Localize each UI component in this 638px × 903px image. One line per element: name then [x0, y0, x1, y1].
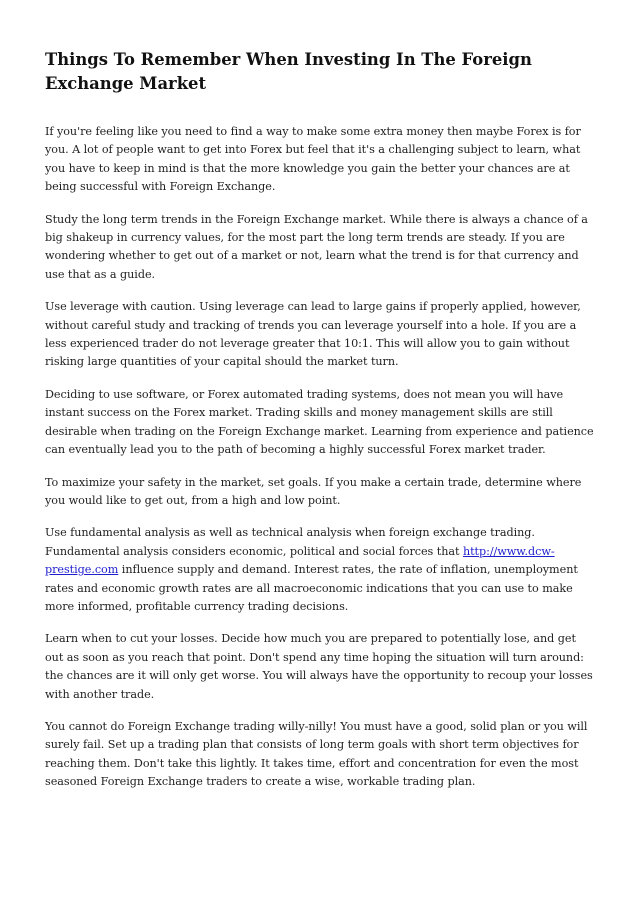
paragraph-cut-losses: Learn when to cut your losses. Decide how much you are prepared to potentially lose, and get out as soon as you reach that point. Don't spend any time hoping the situation will turn around: the chances are it will only get worse. You will always have the opportunity to recoup your losses with another trade. — [45, 632, 593, 701]
paragraph-intro: If you're feeling like you need to find a way to make some extra money then maybe Forex is for you. A lot of people want to get into Forex but feel that it's a challenging subject to learn, what you have to keep in mind is that the more knowledge you gain the better your chances are at being successful with Foreign Exchange. — [45, 125, 581, 194]
paragraph-fundamental-analysis — [45, 524, 597, 616]
paragraph-text-after-link: influence supply and demand. Interest rates, the rate of inflation, unemployment rates and economic growth rates are all macroeconomic indications that you can use to make more informed, profitable currency trading decisions. — [45, 563, 578, 613]
paragraph-leverage: Use leverage with caution. Using leverage can lead to large gains if properly applied, however, without careful study and tracking of trends you can leverage yourself into a hole. If you are a less experienced trader do not leverage greater that 10:1. This will allow you to gain without risking large quantities of your capital should the market turn. — [45, 300, 581, 369]
paragraph-goals: To maximize your safety in the market, set goals. If you make a certain trade, determine where you would like to get out, from a high and low point. — [45, 475, 582, 507]
paragraph-text-before-link: Use fundamental analysis as well as technical analysis when foreign exchange trading. Fundamental analysis considers economic, political and social forces that — [45, 526, 535, 558]
external-link[interactable]: http://www.dcw-prestige.com — [45, 544, 555, 577]
paragraph-software: Deciding to use software, or Forex automated trading systems, does not mean you will have instant success on the Forex market. Trading skills and money management skills are still desirable when trading on the Foreign Exchange market. Learning from experience and patience can eventually lead you to the path of becoming a highly successful Forex market trader. — [45, 387, 594, 457]
document-page — [45, 48, 597, 806]
paragraph-trading-plan: You cannot do Foreign Exchange trading willy-nilly! You must have a good, solid plan or you will surely fail. Set up a trading plan that consists of long term goals with short term objectives for reaching them. Don't take this lightly. It takes time, effort and concentration for even the most seasoned Foreign Exchange traders to create a wise, workable trading plan. — [45, 719, 588, 789]
document-title: Things To Remember When Investing In The Foreign Exchange Market — [45, 50, 532, 93]
paragraph-trends: Study the long term trends in the Foreign Exchange market. While there is always a chance of a big shakeup in currency values, for the most part the long term trends are steady. If you are wondering whether to get out of a market or not, learn what the trend is for that currency and use that as a guide. — [45, 212, 588, 281]
